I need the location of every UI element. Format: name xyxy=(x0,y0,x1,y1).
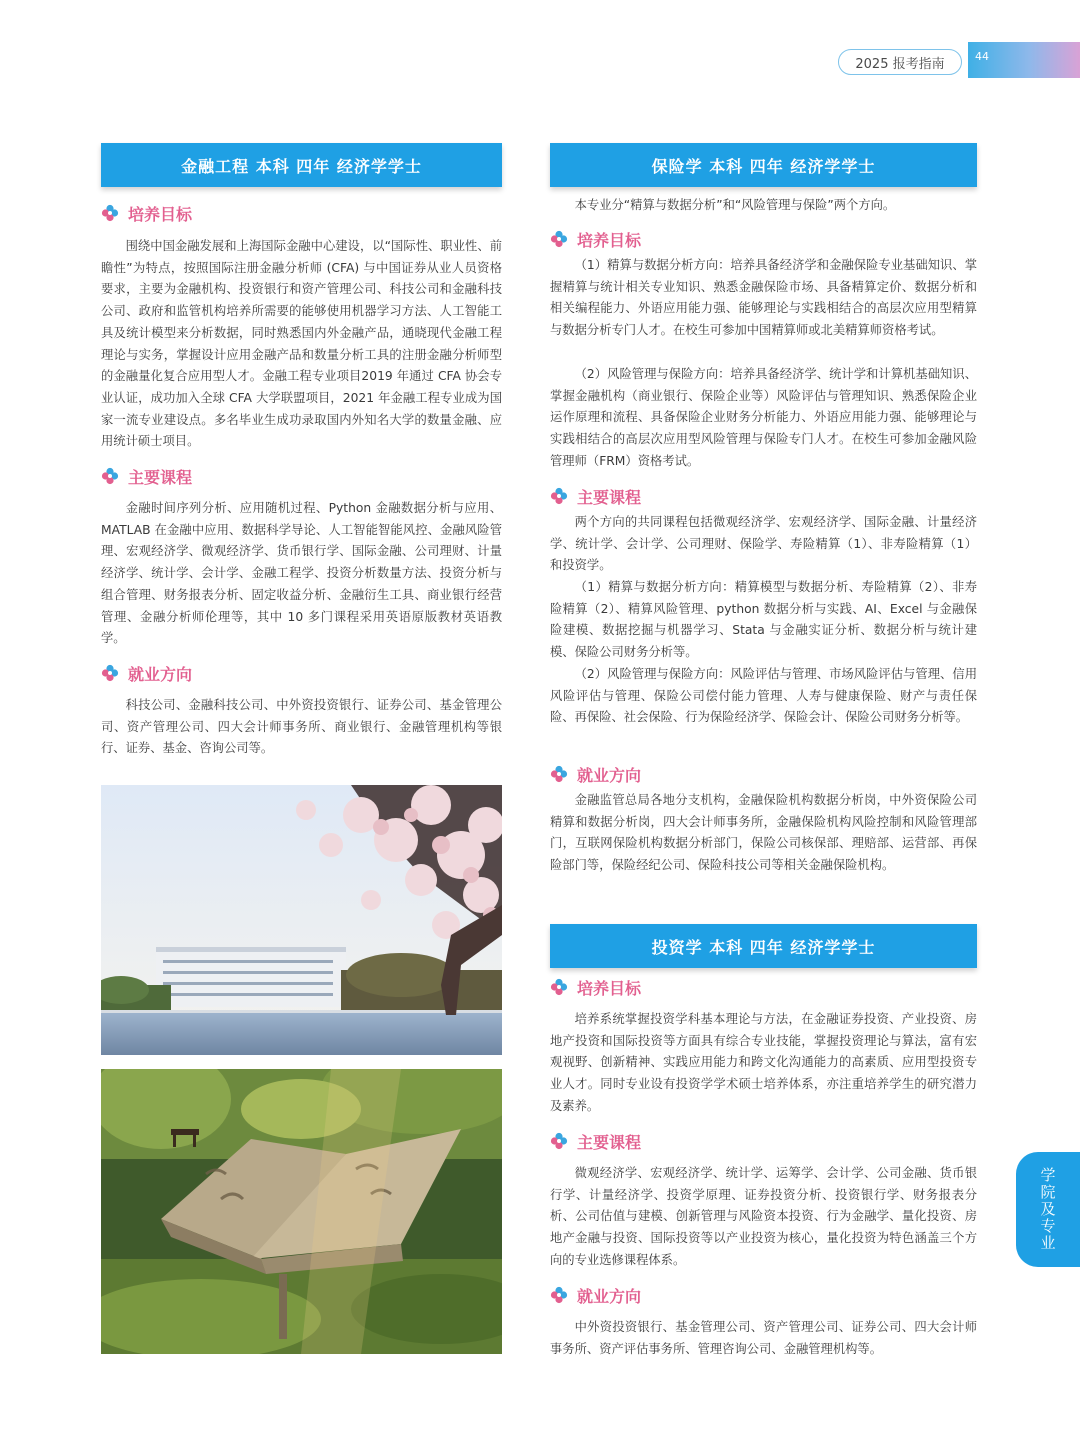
goal-paragraph: 围绕中国金融发展和上海国际金融中心建设，以“国际性、职业性、前瞻性”为特点，按照国际注册金融分析师 (CFA) 与中国证券从业人员资格要求，主要为金融机构、投资银行和资产管理公司、科技公司和金融科技公司、政府和监管机构培养所需要的能够使用机器学习方法、人工智能工具及统计模型来分析数据，同时熟悉国内外金融产品，通晓现代金融工程理论与实务，掌握设计应用金融产品和数量分析工具的注册金融分析师型的金融量化复合应用型人才。金融工程专业项目2019 年通过 CFA 协会专业认证，成功加入全球 CFA 大学联盟项目，2021 年金融工程专业成为国家一流专业建设点。多名毕业生成功录取国内外知名大学的数量金融、应用统计硕士项目。 xyxy=(101,239,502,449)
section-side-tab[interactable] xyxy=(1016,1152,1080,1267)
page-number: 44 xyxy=(975,50,989,63)
section-title-text: 培养目标 xyxy=(128,204,193,224)
insurance-course-2: （1）精算与数据分析方向：精算模型与数据分析、寿险精算（2）、非寿险精算（2）、精算风险管理、python 数据分析与实践、AI、Excel 与金融保险建模、数据挖掘与机器学习、Stata 与金融实证分析、数据分析与统计建模、保险公司财务分析等。 xyxy=(550,580,977,660)
campus-blossom-photo xyxy=(101,785,502,1055)
flower-icon xyxy=(550,765,568,783)
book-sculpture-photo xyxy=(101,1069,502,1354)
section-title-text: 培养目标 xyxy=(577,978,642,998)
investment-career: 中外资投资银行、基金管理公司、资产管理公司、证券公司、四大会计师事务所、资产评估事务所、管理咨询公司、金融管理机构等。 xyxy=(550,1320,977,1356)
section-title-career xyxy=(550,762,641,786)
section-title-goal xyxy=(550,975,641,999)
insurance-intro: 本专业分“精算与数据分析”和“风险管理与保险”两个方向。 xyxy=(574,198,896,212)
banner-text: 金融工程 本科 四年 经济学学士 xyxy=(181,156,422,176)
investment-goal: 培养系统掌握投资学科基本理论与方法，在金融证券投资、产业投资、房地产投资和国际投资等方面具有综合专业技能，掌握投资理论与算法，富有宏观视野、创新精神、实践应用能力和跨文化沟通能力的高素质、应用型投资专业人才。同时专业设有投资学学术硕士培养体系，亦注重培养学生的研究潜力及素养。 xyxy=(550,1012,977,1113)
course-paragraph: 金融时间序列分析、应用随机过程、Python 金融数据分析与应用、MATLAB 在金融中应用、数据科学导论、人工智能智能风控、金融风险管理、宏观经济学、微观经济学、货币银行学、国际金融、公司理财、计量经济学、统计学、会计学、金融工程学、投资分析数量方法、投资分析与组合管理、财务报表分析、固定收益分析、金融衍生工具、商业银行经营管理、金融分析师伦理等，其中 10 多门课程采用英语原版教材英语教学。 xyxy=(101,501,502,646)
banner-text: 保险学 本科 四年 经济学学士 xyxy=(651,156,876,176)
section-title-goal xyxy=(101,201,192,225)
section-title-courses xyxy=(550,1129,641,1153)
section-title-text: 就业方向 xyxy=(128,664,193,684)
section-title-goal xyxy=(550,227,641,251)
insurance-career: 金融监管总局各地分支机构，金融保险机构数据分析岗，中外资保险公司精算和数据分析岗，四大会计师事务所，金融保险机构风险控制和风险管理部门，互联网保险机构数据分析部门，保险公司核保部、理赔部、运营部、再保险部门等，保险经纪公司、保险科技公司等相关金融保险机构。 xyxy=(550,793,977,873)
flower-icon xyxy=(550,1286,568,1304)
section-title-text: 就业方向 xyxy=(577,1286,642,1306)
career-paragraph: 科技公司、金融科技公司、中外资投资银行、证券公司、基金管理公司、资产管理公司、四大会计师事务所、商业银行、金融管理机构等银行、证券、基金、咨询公司等。 xyxy=(101,698,502,756)
flower-icon xyxy=(550,1132,568,1150)
insurance-goal-2: （2）风险管理与保险方向：培养具备经济学、统计学和计算机基础知识、掌握金融机构（商业银行、保险企业等）风险评估与管理知识、熟悉保险企业运作原理和流程、具备保险企业财务分析能力、外语应用能力强、能够理论与实践相结合的高层次应用型风险管理与保险专门人才。在校生可参加金融风险管理师（FRM）资格考试。 xyxy=(550,367,977,468)
section-title-courses xyxy=(550,484,641,508)
section-title-text: 主要课程 xyxy=(128,467,193,487)
section-title-text: 就业方向 xyxy=(577,765,642,785)
section-title-career xyxy=(550,1283,641,1307)
banner-text: 投资学 本科 四年 经济学学士 xyxy=(651,937,876,957)
insurance-course-3: （2）风险管理与保险方向：风险评估与管理、市场风险评估与管理、信用风险评估与管理、保险公司偿付能力管理、人寿与健康保险、财产与责任保险、再保险、社会保险、行为保险经济学、保险会计、保险公司财务分析等。 xyxy=(550,667,977,725)
flower-icon xyxy=(550,487,568,505)
investment-banner xyxy=(550,924,977,968)
flower-icon xyxy=(550,230,568,248)
section-title-courses xyxy=(101,464,192,488)
investment-course: 微观经济学、宏观经济学、统计学、运筹学、会计学、公司金融、货币银行学、计量经济学、投资学原理、证券投资分析、投资银行学、财务报表分析、公司估值与建模、创新管理与风险资本投资、行为金融学、量化投资、房地产金融与投资、国际投资等以产业投资为核心，量化投资为特色涵盖三个方向的专业选修课程体系。 xyxy=(550,1166,977,1267)
finance-engineering-banner xyxy=(101,143,502,187)
guide-title: 2025 报考指南 xyxy=(855,56,945,72)
flower-icon xyxy=(101,467,119,485)
flower-icon xyxy=(550,978,568,996)
section-title-text: 主要课程 xyxy=(577,1132,642,1152)
section-title-text: 培养目标 xyxy=(577,230,642,250)
guide-title-pill xyxy=(838,49,962,75)
insurance-course-1: 两个方向的共同课程包括微观经济学、宏观经济学、国际金融、计量经济学、统计学、会计学、公司理财、保险学、寿险精算（1）、非寿险精算（1）和投资学。 xyxy=(550,515,977,573)
section-title-text: 主要课程 xyxy=(577,487,642,507)
insurance-goal-1: （1）精算与数据分析方向：培养具备经济学和金融保险专业基础知识、掌握精算与统计相关专业知识、熟悉金融保险市场、具备精算定价、数据分析和相关编程能力、外语应用能力强、能够理论与实践相结合的高层次应用型精算与数据分析专门人才。在校生可参加中国精算师或北美精算师资格考试。 xyxy=(550,258,977,338)
section-title-career xyxy=(101,661,192,685)
side-tab-label: 学院及专业 xyxy=(1038,1167,1057,1252)
flower-icon xyxy=(101,664,119,682)
insurance-banner xyxy=(550,143,977,187)
flower-icon xyxy=(101,204,119,222)
